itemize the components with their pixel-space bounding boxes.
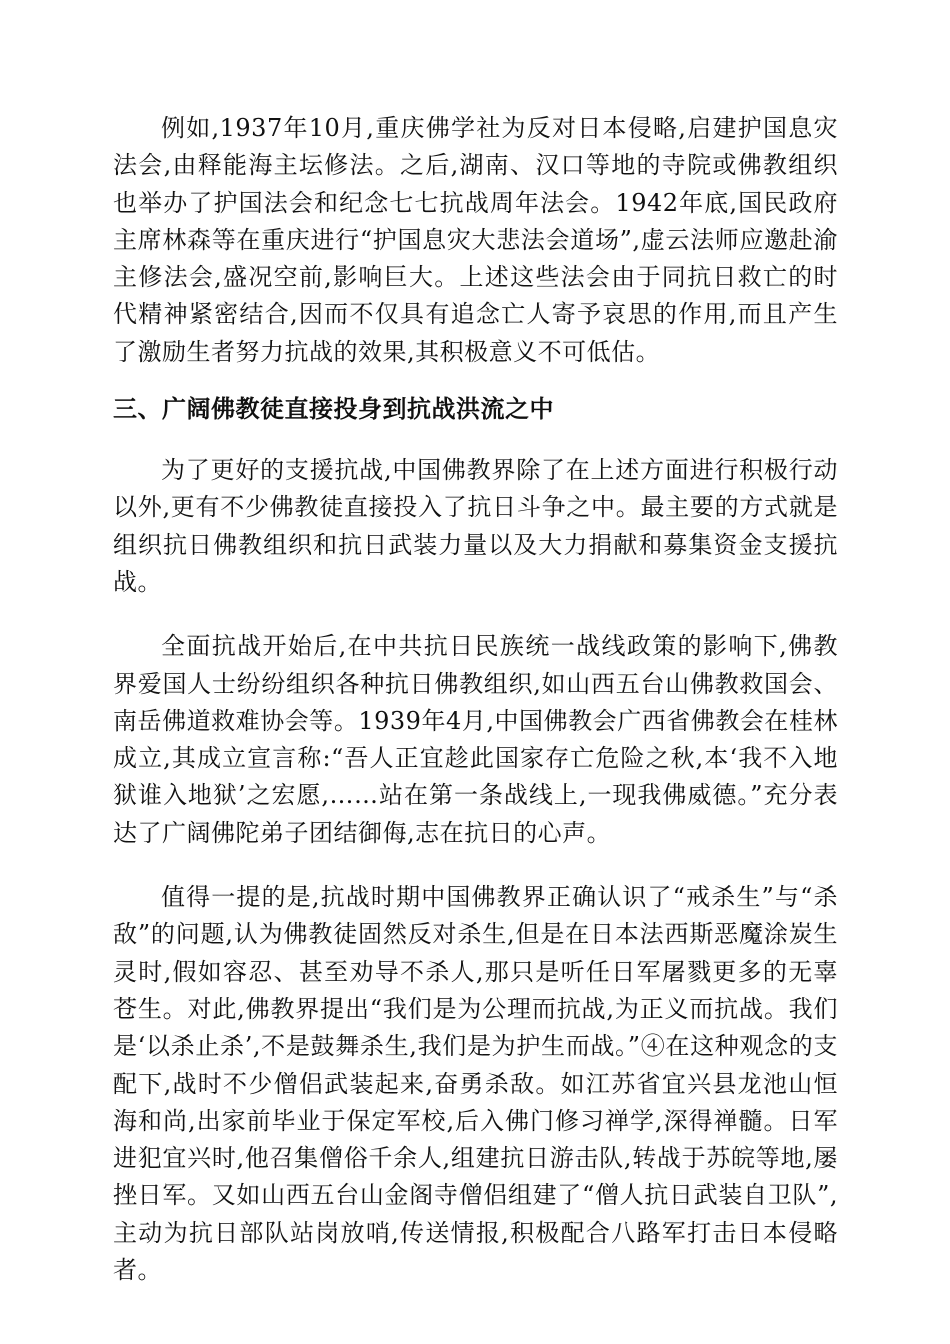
paragraph-direct-participation: 为了更好的支援抗战,中国佛教界除了在上述方面进行积极行动以外,更有不少佛教徒直接投入了抗日斗争之中。最主要的方式就是组织抗日佛教组织和抗日武装力量以及大力捐献和募集资金支援抗战。	[113, 456, 838, 596]
section-heading: 三、广阔佛教徒直接投身到抗战洪流之中	[113, 395, 554, 424]
document-page	[113, 110, 838, 1289]
paragraph-dharma-assemblies: 例如,1937年10月,重庆佛学社为反对日本侵略,启建护国息灾法会,由释能海主坛修法。之后,湖南、汉口等地的寺院或佛教组织也举办了护国法会和纪念七七抗战周年法会。1942年底,国民政府主席林森等在重庆进行“护国息灾大悲法会道场”,虚云法师应邀赴渝主修法会,盛况空前,影响巨大。上述这些法会由于同抗日救亡的时代精神紧密结合,因而不仅具有追念亡人寄予哀思的作用,而且产生了激励生者努力抗战的效果,其积极意义不可低估。	[113, 114, 838, 366]
paragraph-killing-question: 值得一提的是,抗战时期中国佛教界正确认识了“戒杀生”与“杀敌”的问题,认为佛教徒固然反对杀生,但是在日本法西斯恶魔涂炭生灵时,假如容忍、甚至劝导不杀人,那只是听任日军屠戮更多的无辜苍生。对此,佛教界提出“我们是为公理而抗战,为正义而抗战。我们是‘以杀止杀’,不是鼓舞杀生,我们是为护生而战。”④在这种观念的支配下,战时不少僧侣武装起来,奋勇杀敌。如江苏省宜兴县龙池山恒海和尚,出家前毕业于保定军校,后入佛门修习禅学,深得禅髓。日军进犯宜兴时,他召集僧俗千余人,组建抗日游击队,转战于苏皖等地,屡挫日军。又如山西五台山金阁寺僧侣组建了“僧人抗日武装自卫队”,主动为抗日部队站岗放哨,传送情报,积极配合八路军打击日本侵略者。	[113, 883, 838, 1285]
paragraph-buddhist-organizations: 全面抗战开始后,在中共抗日民族统一战线政策的影响下,佛教界爱国人士纷纷组织各种抗日佛教组织,如山西五台山佛教救国会、南岳佛道救难协会等。1939年4月,中国佛教会广西省佛教会在桂林成立,其成立宣言称:“吾人正宜趁此国家存亡危险之秋,本‘我不入地狱谁入地狱’之宏愿,……站在第一条战线上,一现我佛威德。”充分表达了广阔佛陀弟子团结御侮,志在抗日的心声。	[113, 632, 838, 847]
